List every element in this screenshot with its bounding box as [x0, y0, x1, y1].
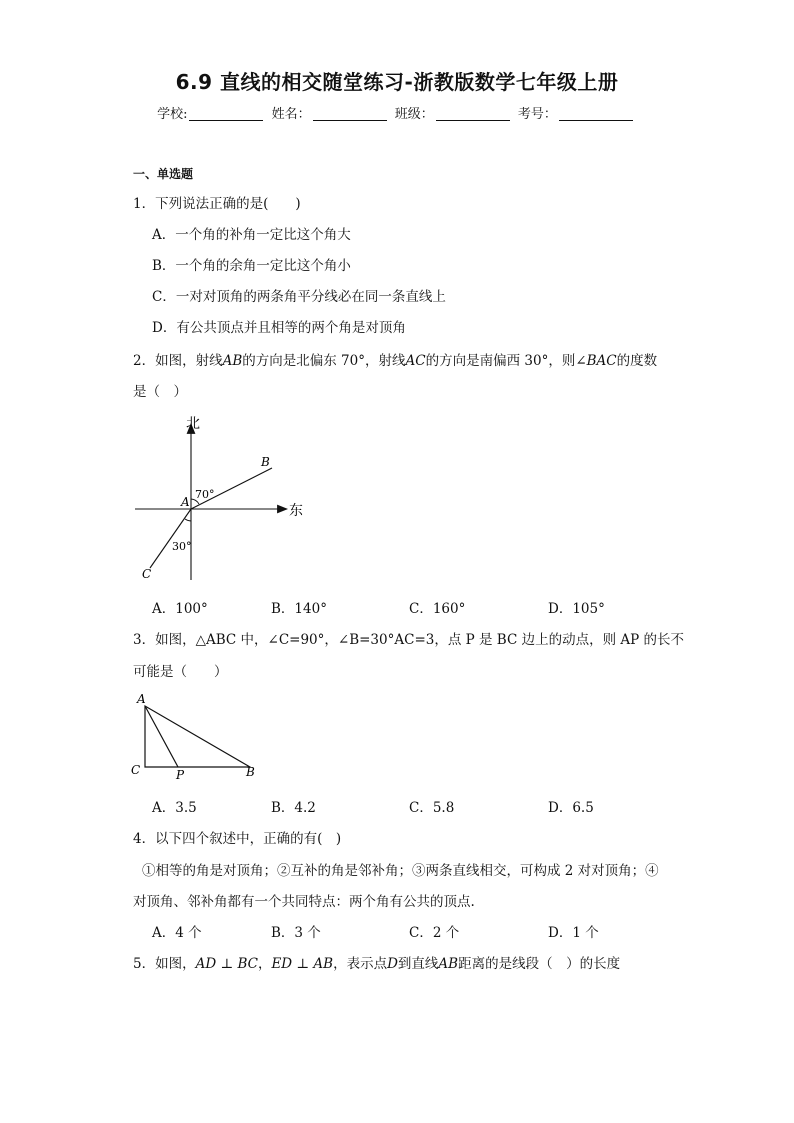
q4-body-line1: ①相等的角是对顶角；②互补的角是邻补角；③两条直线相交，可构成 2 对对顶角；④ — [142, 863, 659, 879]
q3-choice-d: D．6.5 — [548, 800, 594, 816]
q3-choice-a: A．3.5 — [152, 800, 197, 816]
q2-ac: AC — [405, 353, 426, 369]
q5-stem-part4: 到直线 — [397, 956, 439, 972]
q2-ab: AB — [222, 353, 243, 369]
q3-point-c-label: C — [131, 763, 141, 777]
q5-stem — [133, 952, 620, 972]
q1-option-d: D．有公共顶点并且相等的两个角是对顶角 — [152, 320, 406, 336]
q1-stem: 1．下列说法正确的是( ) — [133, 196, 301, 212]
q2-stem-line2: 是（ ） — [133, 384, 187, 400]
q1-option-a: A．一个角的补角一定比这个角大 — [152, 227, 351, 243]
q2-stem-part1: 2．如图，射线 — [133, 353, 223, 369]
angle-30-arc — [185, 519, 191, 521]
school-blank[interactable] — [189, 106, 263, 121]
name-blank[interactable] — [313, 106, 387, 121]
q4-choice-d: D．1 个 — [548, 925, 599, 941]
north-label: 北 — [186, 416, 200, 432]
exam-no-blank[interactable] — [559, 106, 633, 121]
q3-point-p-label: P — [176, 768, 185, 782]
q2-figure — [130, 408, 310, 588]
q5-stem-part1: 5．如图， — [133, 956, 196, 972]
q3-stem: 3．如图，△ABC 中，∠C=90°，∠B=30°AC=3，点 P 是 BC 边上的动点，则 AP 的长不 — [133, 632, 685, 648]
q2-choice-a: A．100° — [152, 601, 208, 617]
angle-70-label: 70° — [195, 488, 215, 501]
q5-stem-part2: ， — [257, 956, 272, 972]
school-label: 学校: — [157, 107, 188, 122]
q3-stem-line2: 可能是（ ） — [133, 664, 228, 680]
q4-stem: 4．以下四个叙述中，正确的有( ) — [133, 831, 342, 847]
q2-bac: BAC — [586, 353, 617, 369]
q2-stem-part2: 的方向是北偏东 70°，射线 — [242, 353, 406, 369]
q2-choice-c: C．160° — [409, 601, 466, 617]
angle-30-label: 30° — [172, 540, 192, 553]
q5-stem-part3: ，表示点 — [333, 956, 388, 972]
q2-choice-b: B．140° — [271, 601, 327, 617]
student-info-row — [0, 103, 794, 122]
q3-point-a-label: A — [137, 692, 146, 706]
ray-ac — [150, 509, 191, 568]
q5-d: D — [387, 956, 398, 972]
point-c-label: C — [142, 567, 152, 581]
q3-choice-c: C．5.8 — [409, 800, 455, 816]
class-label: 班级： — [394, 107, 434, 122]
q1-option-b: B．一个角的余角一定比这个角小 — [152, 258, 351, 274]
point-a-label: A — [181, 495, 190, 509]
exam-no-label: 考号： — [517, 107, 557, 122]
q3-point-b-label: B — [246, 765, 255, 779]
q5-ad-bc: AD ⊥ BC — [195, 956, 258, 972]
q5-ab: AB — [438, 956, 459, 972]
section-title: 一、单选题 — [133, 167, 194, 181]
triangle-abc — [145, 706, 250, 767]
east-label: 东 — [289, 503, 303, 519]
page-title: 6.9 直线的相交随堂练习-浙教版数学七年级上册 — [175, 70, 619, 94]
q5-ed-ab: ED ⊥ AB — [271, 956, 334, 972]
q4-choice-c: C．2 个 — [409, 925, 460, 941]
q3-choice-b: B．4.2 — [271, 800, 316, 816]
q5-stem-part5: 距离的是线段（ ）的长度 — [458, 956, 621, 972]
point-b-label: B — [261, 455, 270, 469]
q2-stem-part3: 的方向是南偏西 30°，则∠ — [425, 353, 587, 369]
q2-stem — [133, 349, 657, 369]
q4-choice-b: B．3 个 — [271, 925, 321, 941]
class-blank[interactable] — [436, 106, 510, 121]
name-label: 姓名： — [271, 107, 311, 122]
q1-option-c: C．一对对顶角的两条角平分线必在同一条直线上 — [152, 289, 446, 305]
q4-choice-a: A．4 个 — [152, 925, 202, 941]
q3-figure — [128, 688, 268, 784]
q2-choice-d: D．105° — [548, 601, 605, 617]
q2-stem-part4: 的度数 — [616, 353, 658, 369]
q4-body-line2: 对顶角、邻补角都有一个共同特点：两个角有公共的顶点. — [133, 894, 475, 910]
